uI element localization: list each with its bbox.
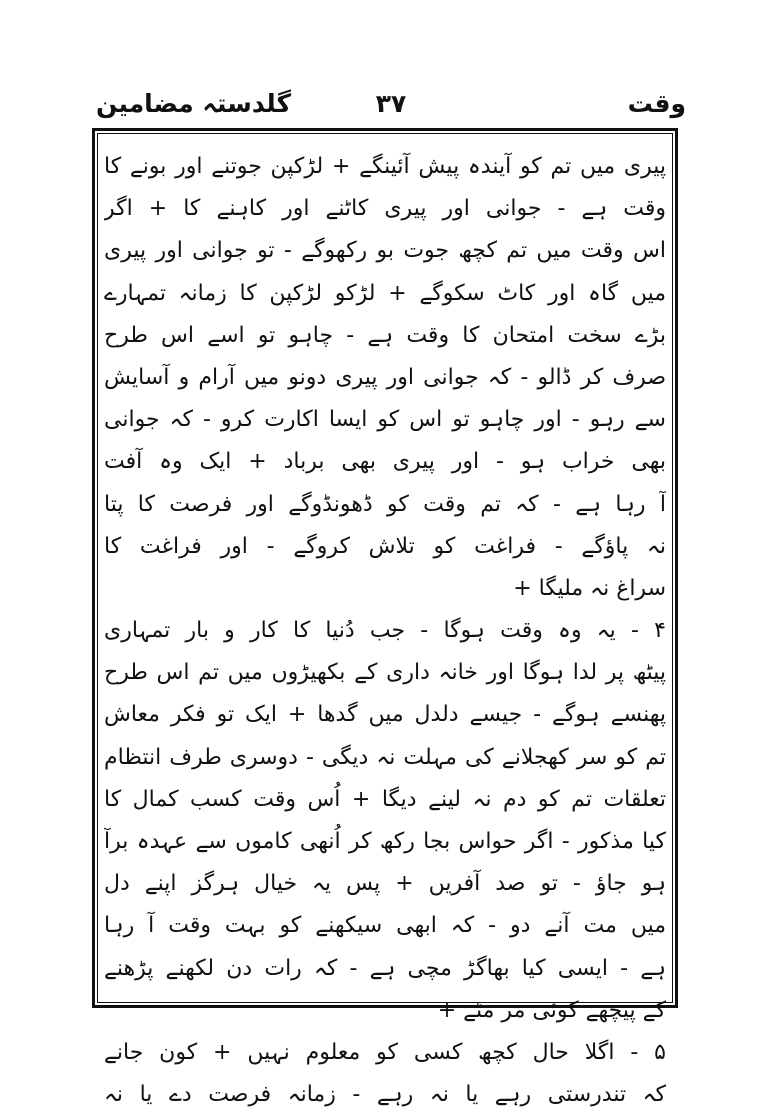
page-number: ۳۷ xyxy=(375,89,407,118)
text-line: ۴ - یہ وہ وقت ہوگا - جب دُنیا کا کار و بار تمہاری xyxy=(104,618,666,644)
text-line: ہو جاؤ - تو صد آفریں + پس یہ خیال ہرگز اپنے دل xyxy=(104,871,666,897)
text-line: تعلقات تم کو دم نہ لینے دیگا + اُس وقت کسب کمال کا xyxy=(104,786,666,812)
text-line: کیا مذکور - اگر حواس بجا رکھ کر اُنھی کاموں سے عہدہ برآ xyxy=(104,829,666,854)
text-line: میں مت آنے دو - کہ ابھی سیکھنے کو بہت وقت آ رہا xyxy=(104,913,666,939)
text-line: پیری میں تم کو آیندہ پیش آئینگے + لڑکپن جوتنے اور بونے کا xyxy=(104,154,666,179)
text-line: کے پیچھے کوئی مر مٹے + xyxy=(437,997,666,1023)
chapter-title: وقت xyxy=(627,89,686,118)
page-header xyxy=(96,86,686,126)
text-line: سے رہو - اور چاہو تو اس کو ایسا اکارت کرو - کہ جوانی xyxy=(104,407,666,433)
text-line: تم کو سر کھجلانے کی مہلت نہ دیگی - دوسری طرف انتظام xyxy=(104,744,666,770)
text-line: کہ تندرستی رہے یا نہ رہے - زمانہ فرصت دے یا نہ xyxy=(104,1082,666,1108)
text-line: اس وقت میں تم کچھ جوت بو رکھوگے - تو جوانی اور پیری xyxy=(104,238,666,264)
text-line: پھنسے ہوگے - جیسے دلدل میں گدھا + ایک تو فکر معاش xyxy=(104,702,666,728)
text-line: ۵ - اگلا حال کچھ کسی کو معلوم نہیں + کون جانے xyxy=(104,1039,666,1065)
text-line: بڑے سخت امتحان کا وقت ہے - چاہو تو اسے اس طرح xyxy=(104,322,666,348)
text-line: وقت ہے - جوانی اور پیری کاٹنے اور کاہنے کا + اگر xyxy=(104,196,666,222)
text-line: آ رہا ہے - کہ تم وقت کو ڈھونڈوگے اور فرصت کا پتا xyxy=(104,491,666,517)
text-line: ہے - ایسی کیا بھاگڑ مچی ہے - کہ رات دن لکھنے پڑھنے xyxy=(104,955,666,981)
text-line: بھی خراب ہو - اور پیری بھی برباد + ایک وہ آفت xyxy=(104,449,666,475)
text-line: صرف کر ڈالو - کہ جوانی اور پیری دونو میں آرام و آسایش xyxy=(104,364,666,390)
body-text xyxy=(104,146,666,1116)
text-line: پیٹھ پر لدا ہوگا اور خانہ داری کے بکھیڑوں میں تم اس طرح xyxy=(104,660,666,686)
text-line: سراغ نہ ملیگا + xyxy=(513,575,666,601)
text-line: میں گاہ اور کاٹ سکوگے + لڑکو لڑکپن کا زمانہ تمہارے xyxy=(104,280,666,306)
text-line: نہ پاؤگے - فراغت کو تلاش کروگے - اور فراغت کا xyxy=(104,533,666,559)
book-title: گلدستہ مضامین xyxy=(96,89,292,118)
